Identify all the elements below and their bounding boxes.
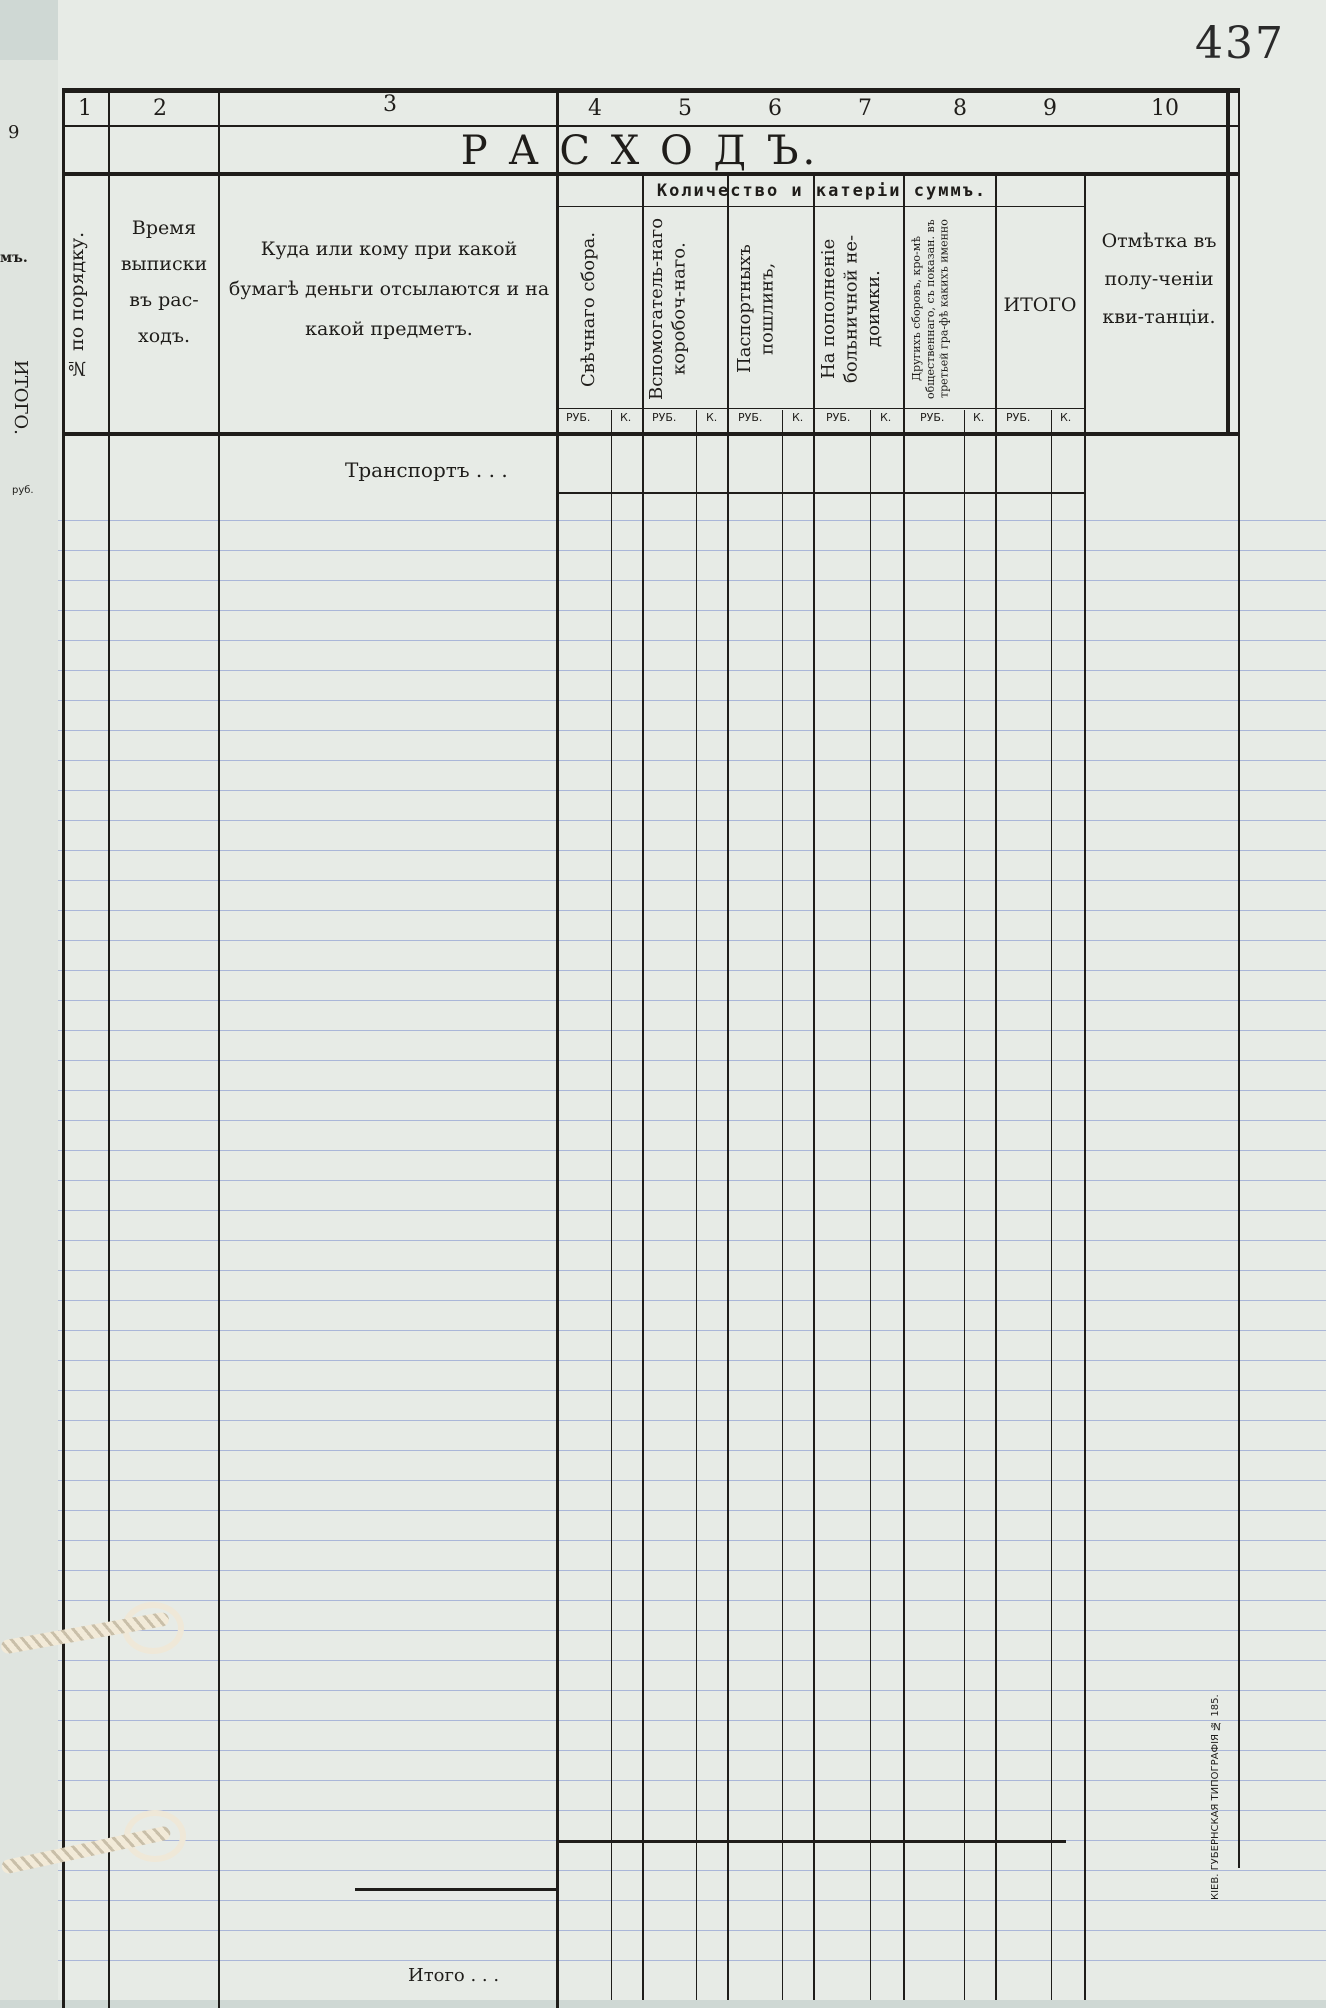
header-col6: Паспортныхъ пошлинъ, (734, 244, 778, 374)
prev-total-fragment: ИТОГО. (10, 360, 31, 435)
previous-page-edge (0, 60, 61, 2000)
header-col8: Другихъ сборовъ, кро-мѣ общественнаго, съ показан. въ третьей гра-фѣ какихъ именно (910, 219, 951, 399)
total-label: Итого . . . (408, 1965, 500, 1986)
ledger-title: Р А С Х О Д Ъ. (460, 128, 820, 174)
column-number-10: 10 (1151, 96, 1179, 121)
unit-kop-col6: К. (792, 411, 804, 424)
unit-rub-col8: РУБ. (920, 411, 945, 424)
column-number-4: 4 (588, 96, 602, 121)
header-col5: Вспомогатель-наго коробоч-наго. (646, 217, 690, 401)
unit-kop-col9: К. (1060, 411, 1072, 424)
prev-header-fragment: мъ. (0, 250, 28, 266)
column-number-2: 2 (153, 96, 167, 121)
unit-rub-col5: РУБ. (652, 411, 677, 424)
unit-rub-col6: РУБ. (738, 411, 763, 424)
unit-kop-col4: К. (620, 411, 632, 424)
header-col2: Время выписки въ рас-ходъ. (120, 217, 208, 348)
prev-column-number: 9 (8, 122, 20, 143)
unit-rub-col9: РУБ. (1006, 411, 1031, 424)
column-number-3: 3 (383, 92, 397, 117)
prev-unit-fragment: руб. (12, 485, 34, 496)
column-number-1: 1 (78, 96, 92, 121)
column-number-5: 5 (678, 96, 692, 121)
unit-rub-col4: РУБ. (566, 411, 591, 424)
header-col4: Свѣчнаго сбора. (578, 231, 599, 387)
header-col10: Отмѣтка въ полу-ченіи кви-танціи. (1101, 230, 1217, 328)
column-number-9: 9 (1043, 96, 1057, 121)
unit-rub-col7: РУБ. (826, 411, 851, 424)
header-col1: № по порядку. (66, 231, 88, 379)
header-col7: На пополненіе больничной не-доимки. (818, 234, 884, 384)
column-number-6: 6 (768, 96, 782, 121)
printer-imprint: КІЕВ. ГУБЕРНСКАЯ ТИПОГРАФІЯ № 185. (1210, 1694, 1221, 1900)
transport-label: Транспортъ . . . (345, 458, 508, 482)
header-col3: Куда или кому при какой бумагѣ деньги отсылаются и на какой предметъ. (228, 238, 550, 340)
column-number-7: 7 (858, 96, 872, 121)
unit-kop-col7: К. (880, 411, 892, 424)
amounts-group-header: Количество и катеріи суммъ. (656, 181, 988, 201)
page-number: 437 (1195, 18, 1285, 69)
unit-kop-col8: К. (973, 411, 985, 424)
header-col9: ИТОГО (1003, 294, 1077, 316)
unit-kop-col5: К. (706, 411, 718, 424)
column-number-8: 8 (953, 96, 967, 121)
